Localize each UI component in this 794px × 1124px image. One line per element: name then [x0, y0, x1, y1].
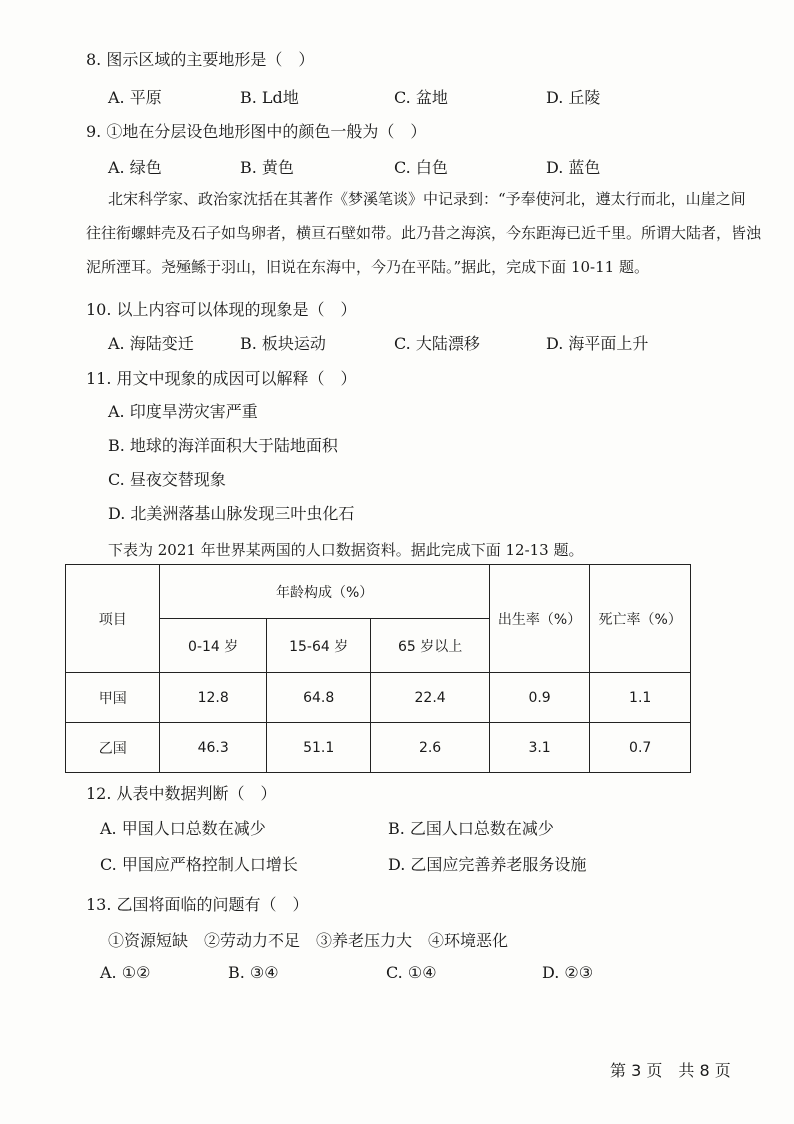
question-12-option-d: D. 乙国应完善养老服务设施: [388, 855, 587, 874]
question-8-option-b: B. Ld地: [240, 88, 299, 107]
population-table: [65, 564, 691, 773]
question-12-option-b: B. 乙国人口总数在减少: [388, 819, 554, 838]
passage-line-2: 往往衔螺蚌壳及石子如鸟卵者，横亘石壁如带。此乃昔之海滨，今东距海已近千里。所谓大陆者，皆浊: [86, 224, 762, 242]
question-13-stem: 13. 乙国将面临的问题有（ ）: [86, 895, 309, 914]
passage-line-3: 泥所湮耳。尧殛鲧于羽山，旧说在东海中，今乃在平陆。”据此，完成下面 10-11 题。: [86, 258, 649, 276]
question-13-option-d: D. ②③: [542, 963, 594, 982]
question-10-option-c: C. 大陆漂移: [394, 334, 480, 353]
cell-value: 22.4: [371, 673, 489, 723]
table-row: [66, 723, 691, 773]
question-9-option-a: A. 绿色: [108, 158, 162, 177]
question-10-option-a: A. 海陆变迁: [108, 334, 194, 353]
question-9-option-d: D. 蓝色: [546, 158, 601, 177]
question-10-option-d: D. 海平面上升: [546, 334, 649, 353]
question-13-option-a: A. ①②: [100, 963, 151, 982]
question-9-option-c: C. 白色: [394, 158, 448, 177]
question-8-option-c: C. 盆地: [394, 88, 448, 107]
question-8-option-d: D. 丘陵: [546, 88, 601, 107]
question-12-stem: 12. 从表中数据判断（ ）: [86, 784, 277, 803]
cell-value: 64.8: [266, 673, 370, 723]
question-11-option-c: C. 昼夜交替现象: [108, 470, 226, 489]
cell-value: 1.1: [590, 673, 691, 723]
question-12-option-a: A. 甲国人口总数在减少: [100, 819, 266, 838]
row-country-name: 乙国: [66, 723, 160, 773]
cell-value: 0.7: [590, 723, 691, 773]
header-age-15-64: 15-64 岁: [266, 619, 370, 673]
header-age-structure: 年龄构成（%）: [160, 565, 489, 619]
cell-value: 51.1: [266, 723, 370, 773]
question-8-stem: 8. 图示区域的主要地形是（ ）: [86, 50, 315, 69]
passage-line-1: 北宋科学家、政治家沈括在其著作《梦溪笔谈》中记录到：“予奉使河北，遵太行而北，山崖之间: [108, 190, 746, 208]
question-13-option-b: B. ③④: [228, 963, 279, 982]
question-10-stem: 10. 以上内容可以体现的现象是（ ）: [86, 300, 357, 319]
table-row: [66, 673, 691, 723]
question-13-items: ①资源短缺 ②劳动力不足 ③养老压力大 ④环境恶化: [108, 931, 509, 950]
cell-value: 0.9: [489, 673, 590, 723]
header-birth-rate: 出生率（%）: [489, 565, 590, 673]
question-11-option-d: D. 北美洲落基山脉发现三叶虫化石: [108, 504, 355, 523]
cell-value: 2.6: [371, 723, 489, 773]
question-11-option-b: B. 地球的海洋面积大于陆地面积: [108, 436, 338, 455]
header-age-65-plus: 65 岁以上: [371, 619, 489, 673]
question-10-option-b: B. 板块运动: [240, 334, 326, 353]
question-9-option-b: B. 黄色: [240, 158, 294, 177]
question-11-option-a: A. 印度旱涝灾害严重: [108, 402, 258, 421]
row-country-name: 甲国: [66, 673, 160, 723]
table-intro: 下表为 2021 年世界某两国的人口数据资料。据此完成下面 12-13 题。: [108, 541, 584, 559]
header-age-0-14: 0-14 岁: [160, 619, 266, 673]
question-8-option-a: A. 平原: [108, 88, 162, 107]
question-11-stem: 11. 用文中现象的成因可以解释（ ）: [86, 369, 357, 388]
cell-value: 3.1: [489, 723, 590, 773]
page-number: 第 3 页 共 8 页: [610, 1061, 731, 1080]
question-12-option-c: C. 甲国应严格控制人口增长: [100, 855, 298, 874]
header-item: 项目: [66, 565, 160, 673]
cell-value: 12.8: [160, 673, 266, 723]
question-9-stem: 9. ①地在分层设色地形图中的颜色一般为（ ）: [86, 122, 427, 141]
question-13-option-c: C. ①④: [386, 963, 437, 982]
header-death-rate: 死亡率（%）: [590, 565, 691, 673]
cell-value: 46.3: [160, 723, 266, 773]
